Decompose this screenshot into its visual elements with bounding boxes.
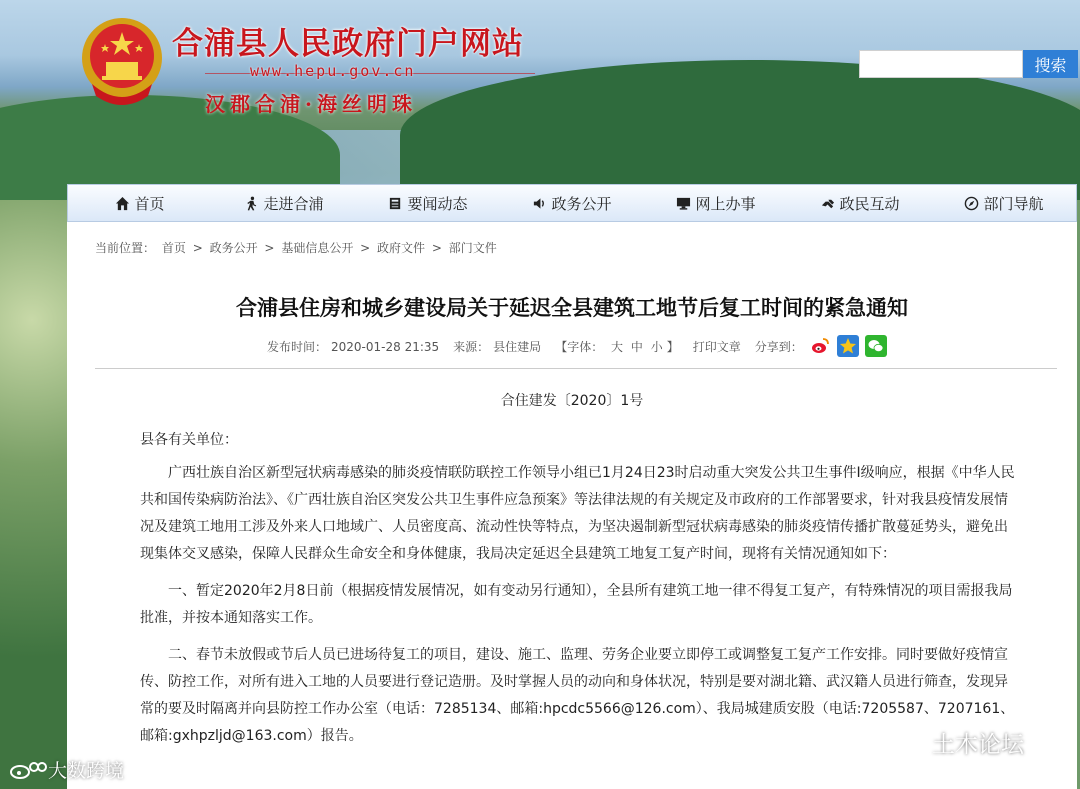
publish-date-label: 发布时间：	[267, 339, 328, 354]
site-slogan: 汉郡合浦·海丝明珠	[205, 92, 417, 116]
handshake-icon	[820, 196, 835, 211]
article-body	[140, 460, 1020, 760]
breadcrumb-item-gov-documents[interactable]: 政府文件	[377, 241, 426, 255]
walk-icon	[244, 196, 259, 211]
watermark-right	[898, 726, 1024, 759]
breadcrumb-separator: >	[431, 241, 442, 255]
news-icon	[388, 196, 403, 211]
search-button[interactable]: 搜索	[1023, 50, 1078, 78]
breadcrumb-item-department-documents[interactable]: 部门文件	[448, 241, 497, 255]
article-paragraph: 一、暂定2020年2月8日前（根据疫情发展情况，如有变动另行通知），全县所有建筑工地一律不得复工复产，有特殊情况的项目需报我局批准，并按本通知落实工作。	[140, 583, 1013, 626]
font-size-small[interactable]: 小	[650, 339, 663, 354]
title-divider	[95, 368, 1057, 369]
nav-item-news[interactable]	[356, 185, 500, 221]
monitor-icon	[676, 196, 691, 211]
nav-item-about[interactable]	[212, 185, 356, 221]
article-title: 合浦县住房和城乡建设局关于延迟全县建筑工地节后复工时间的紧急通知	[236, 296, 908, 320]
article-paragraph: 二、春节未放假或节后人员已进场待复工的项目，建设、施工、监理、劳务企业要立即停工或调整复工复产工作安排。同时要做好疫情宣传、防控工作，对所有进入工地的人员要进行登记造册。及时掌握人员的动向和身体状况，特别是要对湖北籍、武汉籍人员进行筛查，发现异常的要及时隔离并向县防控工作办公室（电话：7285134、邮箱:hpcdc5566@126.com）、我局城建质安股（电话:7205587、7207161、邮箱:gxhpzljd@163.com）报告。	[140, 647, 1015, 744]
nav-item-label: 要闻动态	[407, 194, 468, 213]
wechat-share-icon[interactable]	[865, 335, 887, 357]
font-size-medium[interactable]: 中	[630, 339, 643, 354]
publish-date: 2020-01-28 21:35	[331, 339, 440, 354]
compass-icon	[964, 196, 979, 211]
print-article-link[interactable]: 打印文章	[692, 339, 741, 354]
source-label: 来源：	[453, 339, 490, 354]
breadcrumb-separator: >	[360, 241, 371, 255]
watermark-right-text: 土木论坛	[932, 732, 1024, 758]
salutation: 县各有关单位：	[140, 432, 238, 448]
share-label: 分享到：	[754, 339, 803, 354]
nav-item-departments[interactable]	[932, 185, 1076, 221]
font-size-label: 【字体：	[555, 339, 604, 354]
breadcrumb-separator: >	[192, 241, 203, 255]
content-panel	[67, 222, 1077, 789]
nav-item-label: 政民互动	[839, 194, 900, 213]
nav-item-interaction[interactable]	[788, 185, 932, 221]
site-url: www.hepu.gov.cn	[250, 62, 416, 80]
nav-item-label: 政务公开	[551, 194, 612, 213]
watermark-left	[8, 756, 124, 783]
article-meta	[267, 335, 887, 357]
breadcrumb	[95, 239, 500, 256]
national-emblem-icon	[78, 14, 166, 110]
nav-item-gov-affairs[interactable]	[500, 185, 644, 221]
search-input[interactable]	[859, 50, 1023, 78]
nav-item-online-services[interactable]	[644, 185, 788, 221]
site-title[interactable]: 合浦县人民政府门户网站	[172, 26, 524, 62]
nav-item-label: 网上办事	[695, 194, 756, 213]
watermark-left-text: 大数跨境	[48, 760, 125, 782]
speaker-icon	[532, 196, 547, 211]
breadcrumb-prefix: 当前位置：	[95, 241, 156, 255]
weibo-share-icon[interactable]	[809, 335, 831, 357]
breadcrumb-separator: >	[264, 241, 275, 255]
breadcrumb-item-gov-affairs[interactable]: 政务公开	[209, 241, 258, 255]
main-nav	[67, 184, 1077, 222]
source-value: 县住建局	[493, 339, 542, 354]
article-paragraph: 广西壮族自治区新型冠状病毒感染的肺炎疫情联防联控工作领导小组已1月24日23时启动重大突发公共卫生事件Ⅰ级响应，根据《中华人民共和国传染病防治法》、《广西壮族自治区突发公共卫生事件应急预案》等法律法规的有关规定及市政府的工作部署要求，针对我县疫情发展情况及建筑工地用工涉及外来人口地域广、人员密度高、流动性快等特点，为坚决遏制新型冠状病毒感染的肺炎疫情传播扩散蔓延势头，避免出现集体交叉感染，保障人民群众生命安全和身体健康，我局决定延迟全县建筑工地复工复产时间，现将有关情况通知如下：	[140, 465, 1015, 562]
document-number: 合住建发〔2020〕1号	[500, 393, 644, 409]
nav-item-label: 走进合浦	[263, 194, 324, 213]
weibo-logo-icon	[8, 759, 48, 781]
home-icon	[115, 196, 130, 211]
nav-item-home[interactable]	[68, 185, 212, 221]
nav-item-label: 部门导航	[983, 194, 1044, 213]
breadcrumb-item-basic-info[interactable]: 基础信息公开	[281, 241, 354, 255]
font-size-large[interactable]: 大	[611, 339, 624, 354]
nav-item-label: 首页	[134, 194, 165, 213]
wechat-logo-icon	[898, 729, 932, 757]
breadcrumb-item-home[interactable]: 首页	[161, 241, 186, 255]
qzone-share-icon[interactable]	[837, 335, 859, 357]
font-size-close: 】	[666, 339, 679, 354]
